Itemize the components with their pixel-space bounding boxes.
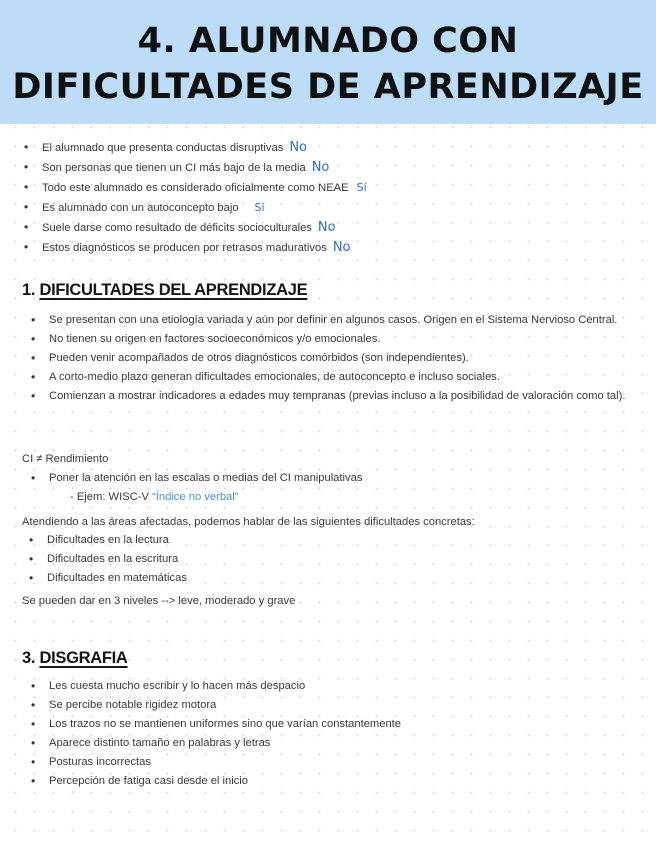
quiz-question: Son personas que tienen un CI más bajo de la media <box>42 162 306 174</box>
list-item: • Dificultades en la lectura <box>47 531 187 550</box>
list-item: • Percepción de fatiga casi desde el inicio <box>49 772 401 791</box>
section-3-heading <box>22 649 128 668</box>
quiz-answer: Sí <box>254 201 265 214</box>
list-item: • Los trazos no se mantienen uniformes sino que varían constantemente <box>49 715 401 734</box>
title-banner <box>0 0 656 124</box>
page-title-line-2: DIFICULTADES DE APRENDIZAJE <box>12 67 644 107</box>
quiz-answer: No <box>317 220 336 235</box>
section-1-heading <box>22 281 307 300</box>
example-prefix: - Ejem: WISC-V <box>70 491 153 503</box>
quiz-question: Todo este alumnado es considerado oficialmente como NEAE <box>42 182 349 194</box>
list-item: • Poner la atención en las escalas o medias del CI manipulativas <box>49 469 362 488</box>
quiz-answer: No <box>289 140 307 155</box>
list-item: • Posturas incorrectas <box>49 753 401 772</box>
list-item: • No tienen su origen en factores socioeconómicos y/o emocionales. <box>49 330 629 349</box>
section-3-bullets <box>49 677 401 791</box>
example-line <box>70 488 238 507</box>
quiz-question: Suele darse como resultado de déficits socioculturales <box>42 222 312 234</box>
list-item: • Dificultades en matemáticas <box>47 569 187 588</box>
list-item: • Les cuesta mucho escribir y lo hacen más despacio <box>49 677 401 696</box>
list-item: • Se presentan con una etiología variada y aún por definir en algunos casos. Origen en el Sistema Nervioso Central. <box>49 311 629 330</box>
quiz-question: Es alumnado con un autoconcepto bajo <box>42 202 239 214</box>
page-title-line-1: 4. ALUMNADO CON <box>137 21 519 61</box>
list-item: • Comienzan a mostrar indicadores a edades muy tempranas (previas incluso a la posibilidad de valoración como tal). <box>49 387 629 406</box>
section-1-number: 1. <box>22 281 36 299</box>
quiz-answer: No <box>332 240 351 255</box>
example-highlight: “Índice no verbal” <box>152 491 239 503</box>
list-item: • Pueden venir acompañados de otros diagnósticos comórbidos (son independientes). <box>49 349 629 368</box>
list-item: • Aparece distinto tamaño en palabras y letras <box>49 734 401 753</box>
section-1-title: DIFICULTADES DEL APRENDIZAJE <box>39 281 308 299</box>
ci-rendimiento-line: CI ≠ Rendimiento <box>22 453 109 465</box>
section-1-bullets <box>49 311 629 406</box>
quiz-item <box>42 138 367 158</box>
areas-intro: Atendiendo a las áreas afectadas, podemos hablar de las siguientes dificultades concretas: <box>22 516 475 528</box>
quiz-question: Estos diagnósticos se producen por retrasos madurativos <box>42 242 327 254</box>
quiz-question: El alumnado que presenta conductas disruptivas <box>42 142 284 154</box>
ci-bullets <box>49 469 362 488</box>
quiz-item <box>42 158 367 178</box>
list-item: • A corto-medio plazo generan dificultades emocionales, de autoconcepto e incluso sociales. <box>49 368 629 387</box>
page-title <box>0 0 656 110</box>
quiz-list <box>42 138 367 258</box>
section-3-title: DISGRAFIA <box>39 649 128 667</box>
areas-list <box>47 531 187 588</box>
quiz-item <box>42 238 367 258</box>
quiz-item <box>42 178 367 198</box>
section-3-number: 3. <box>22 649 36 667</box>
quiz-answer: No <box>311 160 330 175</box>
list-item: • Dificultades en la escritura <box>47 550 187 569</box>
levels-line: Se pueden dar en 3 niveles --> leve, moderado y grave <box>22 595 296 607</box>
quiz-answer: Sí <box>356 181 367 194</box>
quiz-item <box>42 198 367 218</box>
list-item: • Se percibe notable rigidez motora <box>49 696 401 715</box>
quiz-item <box>42 218 367 238</box>
